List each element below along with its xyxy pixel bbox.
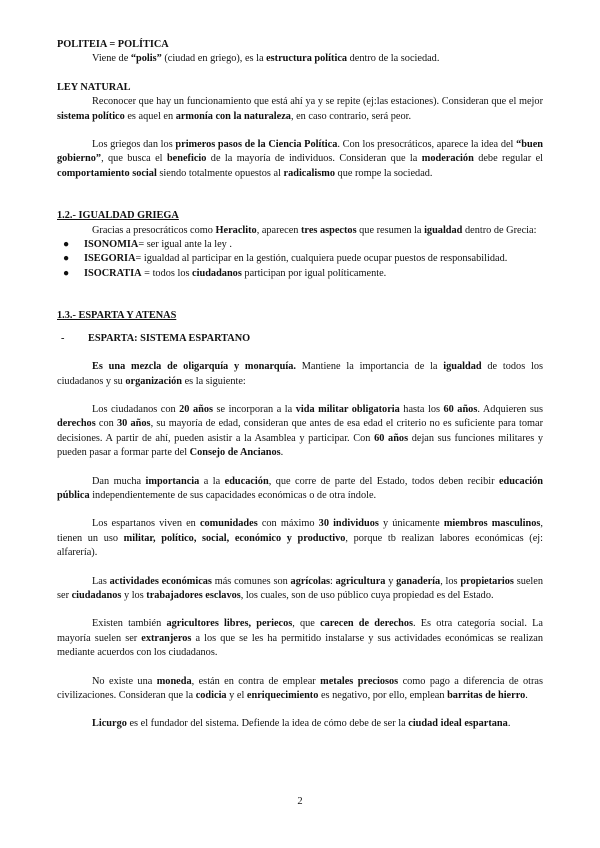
text-run: = igualdad al participar en la gestión, cualquiera puede ocupar puestos de responsabilidad. [135,253,508,265]
bold-text: organización [125,375,182,387]
bold-text: comportamiento social [57,167,157,179]
text-run: es aquel en [124,110,176,122]
bold-text: igualdad [424,224,463,236]
bold-text: Consejo de Ancianos [189,447,281,459]
text-run: Las [92,575,110,587]
bold-text: agricultura [335,575,386,587]
bold-text: propietarios [460,575,514,587]
bold-text: educación pública [57,475,544,501]
bold-text: agricultores libres, periecos [166,618,293,630]
text-run: , en caso contrario, será peor. [290,110,412,122]
list-item-text [84,268,386,279]
text-run: se incorporan a la [213,403,296,415]
bold-text: primeros pasos de la Ciencia Política [175,139,338,151]
text-run: a los que se les ha permitido instalarse y sus actividades económicas se realizan mediante acuerdos con los ciudadanos. [57,632,543,659]
list-item [57,267,543,281]
text-run: , porque tb realizan labores económicas (ej: alfarería). [57,532,544,559]
bold-text: “buen gobierno” [57,139,543,165]
text-run: . [280,447,284,459]
text-run: como pago a diferencia de otras civilizaciones. Consideran que la [57,675,543,701]
text-run: . Con los presocráticos, aparece la idea del [337,139,517,151]
text-run: , que corre de parte del Estado, todos deben recibir [268,475,499,487]
paragraph-esparta-5 [57,575,543,604]
heading-ley-natural: LEY NATURAL [57,81,131,93]
bold-text: educación [224,475,269,487]
bold-text: Licurgo [92,718,127,730]
text-run: independientemente de sus capacidades económicas o de otra índole. [89,489,377,501]
text-run: Gracias a presocráticos como [92,224,216,236]
list-item [57,238,543,252]
text-run: Reconocer que hay un funcionamiento que está ahí ya y se repite (ej:las estaciones). Consideran que el mejor [92,96,543,108]
bold-text: “polis” [130,53,162,65]
bold-text: militar, político, social, económico y productivo [123,532,346,544]
bullet-icon: ● [63,253,70,265]
text-run: , aparecen [256,224,301,236]
list-item-text [84,239,232,250]
bold-text: Es una mezcla de oligarquía y monarquía. [92,361,296,373]
bullet-list-igualdad [57,238,543,281]
bold-text: codicia [195,690,227,701]
bold-text: moneda [156,675,192,687]
text-run: es negativo, por ello, emplean [318,690,448,701]
text-run: participan por igual políticamente. [241,267,387,279]
subheading-esparta [57,332,543,346]
bold-text: derechos [57,418,96,430]
text-run: y los [121,589,147,601]
text-run: de todos los ciudadanos y su [57,361,544,387]
text-run: , que busca el [101,153,167,165]
text-run: y únicamente [378,518,444,530]
text-run: , su mayoría de edad, consideran que antes de esa edad el criterio no es suficiente para tomar decisiones. A partir de ahí, pueden asistir a la Asamblea y participar. Con [57,418,544,444]
text-run: que resumen la [356,224,425,236]
bold-text: extranjeros [141,632,192,644]
text-run: (ciudad en griego), es la [161,53,267,65]
bold-text: actividades económicas [109,575,212,587]
text-run: . Adquieren sus [477,403,543,415]
subheading-text: ESPARTA: SISTEMA ESPARTANO [88,332,251,344]
text-run: con [95,418,118,430]
text-run: Los ciudadanos con [92,403,180,415]
list-item-text [84,253,507,264]
bold-text: sistema político [57,110,125,122]
paragraph-esparta-1 [57,360,543,389]
bold-text: ciudadanos [71,589,122,601]
bullet-icon: ● [63,267,70,279]
bold-text: comunidades [199,518,258,530]
text-run: , los [440,575,461,587]
text-run: es el fundador del sistema. Defiende la idea de cómo debe de ser la [126,718,409,730]
bold-text: ciudad ideal espartana [408,718,508,730]
text-run: . Es otra categoría social. La mayoría suelen ser [57,618,543,644]
text-run: Existen también [92,618,167,630]
heading-esparta-atenas: 1.3.- ESPARTA Y ATENAS [57,310,177,322]
bold-text: 60 años [374,432,409,444]
text-run: , los cuales, son de uso público cuya propiedad es del Estado. [240,589,494,601]
bold-text: ISOCRATIA [84,267,142,279]
text-run: que rompe la sociedad. [334,167,433,179]
paragraph-esparta-7 [57,675,543,704]
text-run: Mantiene la importancia de la [295,361,444,373]
text-run: a la [199,475,225,487]
paragraph-esparta-8 [57,717,543,731]
text-run: Viene de [92,53,131,65]
bold-text: Heraclito [215,224,257,236]
bold-text: enriquecimiento [246,690,319,701]
bold-text: ISONOMIA [84,239,139,251]
paragraph-esparta-4 [57,517,543,560]
text-run: y el [226,690,247,701]
bold-text: ganadería [396,575,441,587]
text-run: y [385,575,397,587]
bullet-icon: ● [63,239,70,251]
bold-text: carecen de derechos [320,618,413,630]
paragraph-esparta-2 [57,403,543,461]
bold-text: importancia [145,475,200,487]
paragraph-esparta-3 [57,475,543,504]
bold-text: radicalismo [283,167,335,179]
bold-text: miembros masculinos [443,518,541,530]
bold-text: igualdad [443,361,482,373]
text-run: dentro de Grecia: [462,224,537,236]
paragraph-igualdad [57,224,543,238]
bold-text: 20 años [179,403,213,415]
text-run: dejan sus funciones militares y pueden pasar a formar parte del [57,432,543,459]
text-run: debe regular el [473,153,543,165]
heading-politeia: POLITEIA = POLÍTICA [57,39,169,50]
bold-text: agrícolas [290,575,331,587]
text-run: con máximo [257,518,319,530]
text-run: más comunes son [211,575,291,587]
paragraph-esparta-6 [57,617,543,660]
text-run: suelen ser [57,575,543,601]
bold-text: trabajadores esclavos [146,589,241,601]
bold-text: ciudadanos [192,267,242,279]
bold-text: tres aspectos [301,224,357,236]
text-run: , tienen un uso [57,518,543,544]
paragraph-ley-natural-1 [57,95,543,124]
heading-igualdad-griega: 1.2.- IGUALDAD GRIEGA [57,210,179,222]
text-run: = todos los [141,267,193,279]
text-run: dentro de la sociedad. [347,53,440,65]
bold-text: beneficio [166,153,207,165]
bold-text: vida militar obligatoria [295,403,400,415]
text-run: : [330,575,336,587]
text-run: de la mayoría de individuos. Consideran que la [206,153,422,165]
text-run: es la siguiente: [182,375,246,387]
document-page [57,38,543,732]
text-run: No existe una [92,675,157,687]
bold-text: ISEGORIA [84,253,136,265]
bold-text: 60 años [443,403,478,415]
bold-text: 30 años [117,418,151,430]
text-run: = ser igual ante la ley . [138,239,232,251]
bold-text: estructura política [266,53,348,65]
text-run: siendo totalmente opuestos al [156,167,284,179]
text-run: , están en contra de emplear [191,675,321,687]
paragraph-ley-natural-2 [57,138,543,181]
text-run: Los griegos dan los [92,139,176,151]
text-run: Dan mucha [92,475,146,487]
text-run: Los espartanos viven en [92,518,200,530]
bold-text: moderación [421,153,474,165]
bold-text: metales preciosos [320,675,399,687]
dash-marker: - [61,332,65,344]
paragraph-politeia [57,52,543,66]
text-run: . [525,690,528,701]
bold-text: 30 individuos [318,518,379,530]
list-item [57,252,543,266]
bold-text: armonía con la naturaleza [175,110,291,122]
page-number: 2 [297,796,303,807]
bold-text: barritas de hierro [447,690,526,701]
text-run: , que [292,618,321,630]
text-run: hasta los [399,403,444,415]
text-run: . [507,718,511,730]
